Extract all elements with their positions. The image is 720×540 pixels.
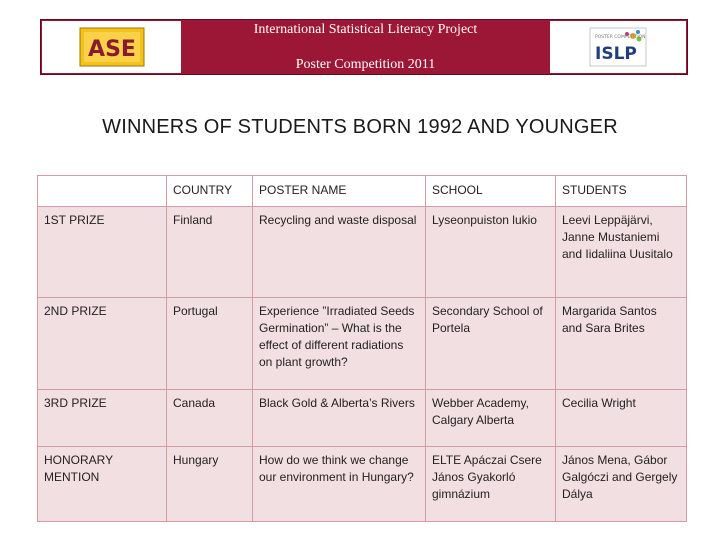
country-cell: Portugal: [167, 298, 253, 390]
students-cell: Cecilia Wright: [556, 390, 687, 447]
country-cell: Canada: [167, 390, 253, 447]
prize-cell: HONORARY MENTION: [38, 447, 167, 522]
students-cell: Margarida Santos and Sara Brites: [556, 298, 687, 390]
school-cell: Secondary School of Portela: [426, 298, 556, 390]
poster-name-cell: Recycling and waste disposal: [253, 207, 426, 298]
prize-cell: 1ST PRIZE: [38, 207, 167, 298]
ase-logo-icon: [79, 27, 145, 67]
country-cell: Hungary: [167, 447, 253, 522]
poster-name-cell: How do we think we change our environment in Hungary?: [253, 447, 426, 522]
school-cell: Webber Academy, Calgary Alberta: [426, 390, 556, 447]
banner-title: International Statistical Literacy Project: [253, 22, 478, 37]
students-cell: Leevi Leppäjärvi, Janne Mustaniemi and Iidaliina Uusitalo: [556, 207, 687, 298]
header-cell-students: STUDENTS: [556, 176, 687, 207]
page-title: WINNERS OF STUDENTS BORN 1992 AND YOUNGER: [102, 116, 618, 138]
islp-small-text: POSTER COMPETITION: [595, 35, 646, 40]
right-logo-panel: [550, 21, 686, 73]
header-cell-country: COUNTRY: [167, 176, 253, 207]
country-cell: Finland: [167, 207, 253, 298]
students-cell: János Mena, Gábor Galgóczi and Gergely Dálya: [556, 447, 687, 522]
prize-cell: 2ND PRIZE: [38, 298, 167, 390]
winners-table: [37, 175, 687, 522]
left-logo-panel: [42, 21, 181, 73]
table-row: [38, 207, 687, 298]
poster-name-cell: Black Gold & Alberta’s Rivers: [253, 390, 426, 447]
header-cell-poster-name: POSTER NAME: [253, 176, 426, 207]
banner-subtitle: Poster Competition 2011: [295, 57, 436, 72]
school-cell: ELTE Apáczai Csere János Gyakorló gimnázium: [426, 447, 556, 522]
ase-logo-text: ASE: [87, 37, 136, 62]
islp-logo-icon: [589, 27, 647, 67]
table-row: [38, 298, 687, 390]
header-cell-prize: [38, 176, 167, 207]
islp-logo-text: ISLP: [595, 44, 637, 64]
table-header-row: [38, 176, 687, 207]
table-row: [38, 447, 687, 522]
table-row: [38, 390, 687, 447]
poster-name-cell: Experience ”Irradiated Seeds Germination” – What is the effect of different radiations on plant growth?: [253, 298, 426, 390]
school-cell: Lyseonpuiston lukio: [426, 207, 556, 298]
prize-cell: 3RD PRIZE: [38, 390, 167, 447]
header-cell-school: SCHOOL: [426, 176, 556, 207]
